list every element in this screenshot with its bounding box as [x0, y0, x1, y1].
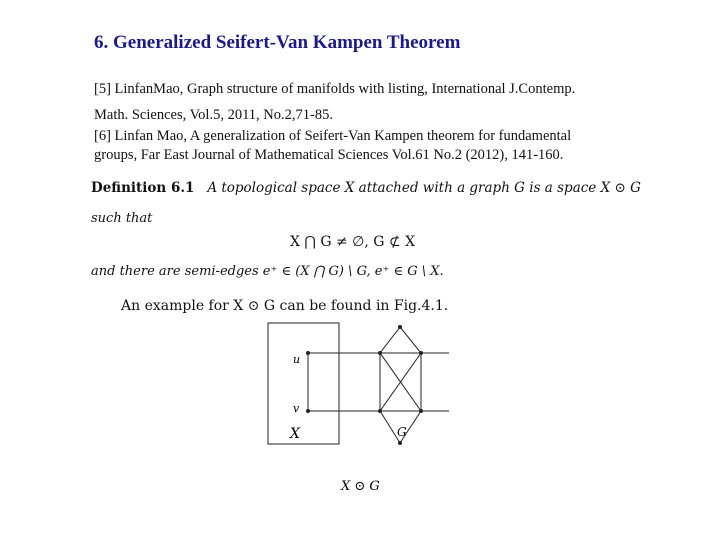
definition-text: A topological space X attached with a graph G is a space X ⊙ G [207, 180, 641, 196]
label-u: u [293, 353, 301, 366]
definition-formula: X ⋂ G ≠ ∅, G ⊄ X [290, 234, 416, 250]
graph-vertex-bottom [398, 441, 402, 445]
graph-vertex-lower-left [378, 409, 382, 413]
space-x-rectangle [268, 323, 339, 444]
graph-vertex-upper-left [378, 351, 382, 355]
reference-5-line-2: Math. Sciences, Vol.5, 2011, No.2,71-85. [94, 107, 333, 123]
definition-such-that: such that [91, 211, 153, 226]
reference-5-line-1: [5] LinfanMao, Graph structure of manifolds with listing, International J.Contemp. [94, 81, 576, 97]
figure-caption: X ⊙ G [341, 479, 380, 494]
reference-6-line-2: groups, Far East Journal of Mathematical Sciences Vol.61 No.2 (2012), 141-160. [94, 147, 564, 163]
label-g: G [397, 425, 407, 439]
reference-6-line-1: [6] Linfan Mao, A generalization of Seifert-Van Kampen theorem for fundamental [94, 128, 572, 144]
label-v: v [293, 402, 300, 415]
graph-vertex-lower-right [419, 409, 423, 413]
graph-vertex-top [398, 325, 402, 329]
definition-semi-edges: and there are semi-edges e⁺ ∈ (X ⋂ G) \ G, e⁺ ∈ G \ X. [91, 264, 444, 279]
example-sentence: An example for X ⊙ G can be found in Fig.4.1. [121, 298, 449, 314]
definition-label: Definition 6.1 [91, 180, 195, 196]
graph-vertex-upper-right [419, 351, 423, 355]
slide-title: 6. Generalized Seifert-Van Kampen Theorem [94, 32, 461, 53]
label-x: X [290, 426, 300, 442]
